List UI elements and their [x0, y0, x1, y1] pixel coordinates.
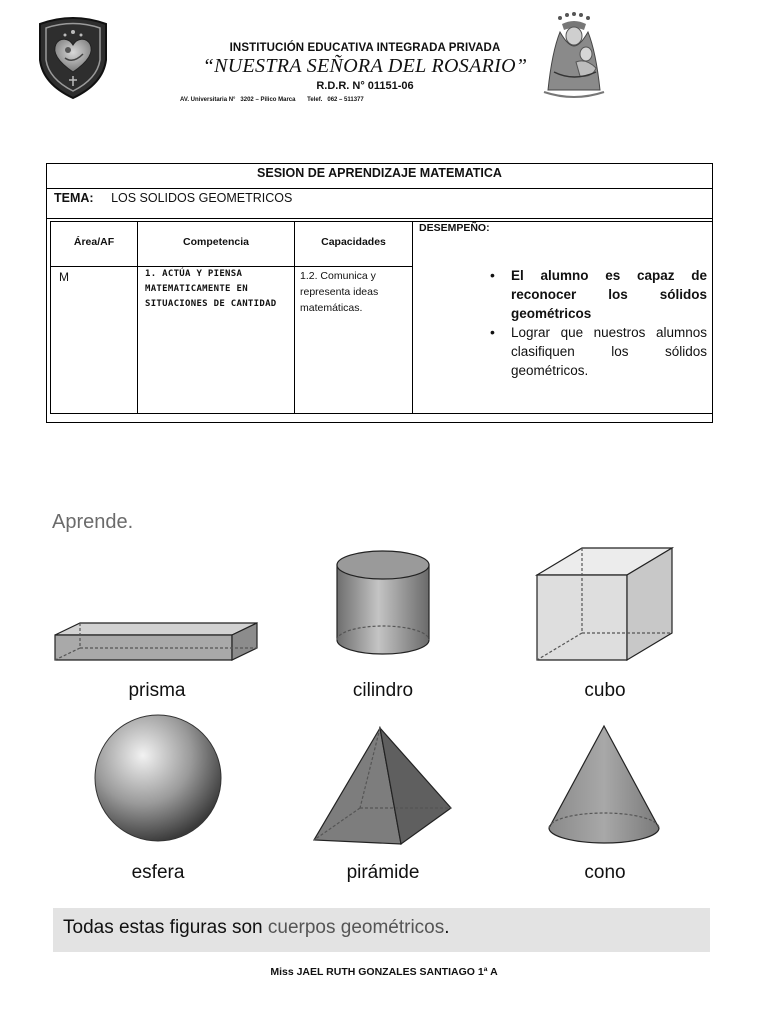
column-desempeno: DESEMPEÑO:	[419, 222, 490, 234]
label-cilindro: cilindro	[352, 680, 414, 701]
shapes-illustration	[0, 540, 768, 900]
virgin-image	[540, 12, 608, 100]
bullet-icon: •	[490, 324, 495, 340]
school-header	[140, 42, 590, 92]
summary-accent: cuerpos geométricos	[267, 917, 445, 938]
column-divider	[137, 222, 138, 413]
cell-area: M	[59, 270, 69, 284]
desempeno-text: Lograr que nuestros alumnos clasifiquen los sólidos geométricos.	[511, 325, 707, 378]
label-esfera: esfera	[131, 862, 185, 883]
summary-suffix: .	[444, 917, 450, 938]
column-competencia: Competencia	[183, 236, 249, 248]
desempeno-item	[490, 323, 707, 380]
competency-grid	[50, 221, 713, 414]
label-piramide: pirámide	[346, 862, 420, 883]
session-title: SESION DE APRENDIZAJE MATEMATICA	[47, 164, 712, 189]
label-prisma: prisma	[128, 680, 186, 701]
summary-banner	[53, 908, 710, 952]
pyramid-icon	[314, 728, 451, 844]
label-cubo: cubo	[584, 680, 626, 701]
tema-label: TEMA:	[54, 191, 94, 205]
session-table	[46, 163, 713, 423]
desempeno-list	[490, 266, 707, 380]
teacher-footer: Miss JAEL RUTH GONZALES SANTIAGO 1ª A	[270, 966, 498, 978]
cell-capacidades: 1.2. Comunica y representa ideas matemáticas.	[300, 270, 379, 314]
cone-icon	[549, 726, 659, 843]
desempeno-item	[490, 266, 707, 323]
sphere-icon	[95, 715, 221, 841]
summary-prefix: Todas estas figuras son	[63, 917, 268, 938]
cube-icon	[537, 548, 672, 660]
column-divider	[294, 222, 295, 413]
aprende-heading: Aprende.	[52, 511, 134, 533]
institution-name: INSTITUCIÓN EDUCATIVA INTEGRADA PRIVADA	[229, 42, 501, 54]
bullet-icon: •	[490, 267, 495, 283]
desempeno-text: El alumno es capaz de reconocer los sólidos geométricos	[511, 268, 707, 321]
tema-value: LOS SOLIDOS GEOMETRICOS	[111, 191, 293, 205]
virgin-and-child-icon	[540, 12, 608, 100]
prism-icon	[55, 623, 257, 660]
cell-competencia: 1. ACTÚA Y PIENSA MATEMATICAMENTE EN SITUACIONES DE CANTIDAD	[145, 269, 277, 309]
summary-text	[63, 917, 450, 939]
column-capacidades: Capacidades	[321, 236, 386, 248]
tema-row	[47, 189, 712, 219]
rdr-number: R.D.R. N° 01151-06	[316, 80, 414, 92]
shield-logo-icon	[37, 14, 109, 100]
column-divider	[412, 222, 413, 413]
school-address: AV. Universitaria N° 3202 – Pilico Marca Telef. 062 – 511377	[180, 97, 364, 103]
school-shield-logo	[37, 14, 109, 100]
cylinder-icon	[337, 551, 429, 654]
column-area: Área/AF	[73, 236, 115, 248]
school-name: “NUESTRA SEÑORA DEL ROSARIO”	[202, 55, 528, 77]
label-cono: cono	[584, 862, 626, 883]
